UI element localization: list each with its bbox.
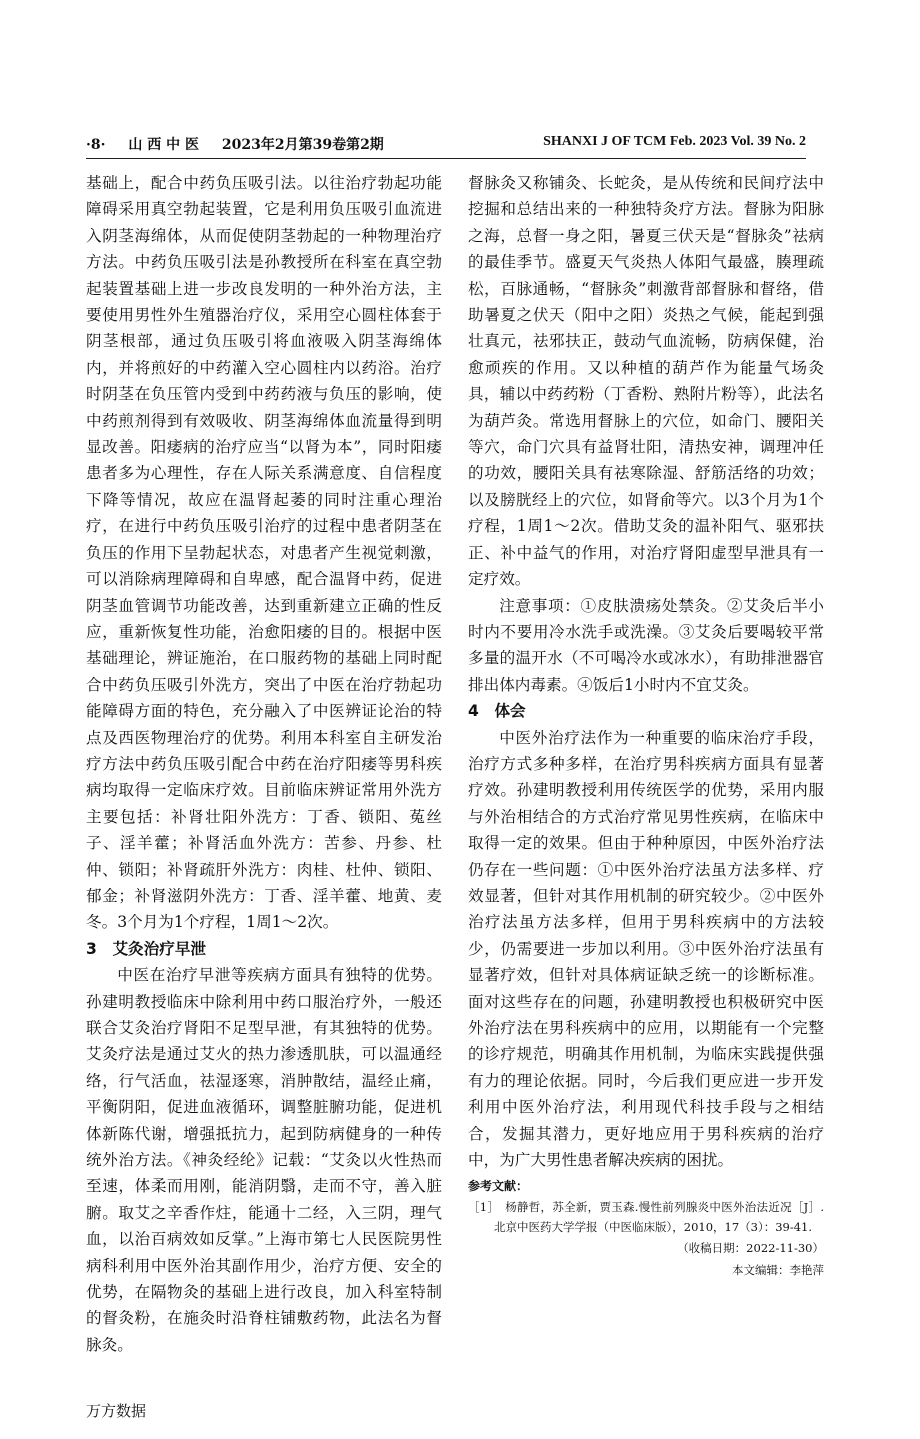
left-paragraph-2: 中医在治疗早泄等疾病方面具有独特的优势。孙建明教授临床中除利用中药口服治疗外，一般还联合艾灸治疗肾阳不足型早泄，有其独特的优势。艾灸疗法是通过艾火的热力渗透肌肤，可以温通经络，行气活血，祛湿逐寒，消肿散结，温经止痛，平衡阴阳，促进血液循环，调整脏腑功能，促进机体新陈代谢，增强抵抗力，起到防病健身的一种传统外治方法。《神灸经纶》记载：“艾灸以火性热而至速，体柔而用刚，能消阴翳，走而不守，善入脏腑。取艾之辛香作炷，能通十二经，入三阴，理气血，以治百病效如反掌。”上海市第七人民医院男性病科利用中医外治其副作用少，治疗方便、安全的优势，在隔物灸的基础上进行改良，加入科室特制的督灸粉，在施灸时沿脊柱铺敷药物，此法名为督脉灸。: [86, 966, 442, 1354]
received-date: （收稿日期：2022-11-30）: [677, 1241, 824, 1256]
references-title: 参考文献：: [468, 1179, 529, 1194]
right-paragraph-1: 督脉灸又称铺灸、长蛇灸，是从传统和民间疗法中挖掘和总结出来的一种独特灸疗方法。督脉为阳脉之海，总督一身之阳，暑夏三伏天是“督脉灸”祛病的最佳季节。盛夏天气炎热人体阳气最盛，腠理疏松，百脉通畅，“督脉灸”刺激背部督脉和督络，借助暑夏之伏天（阳中之阳）炎热之气候，能起到强壮真元，祛邪扶正，鼓动气血流畅，防病保健，治愈顽疾的作用。又以种植的葫芦作为能量气场灸具，辅以中药药粉（丁香粉、熟附片粉等），此法名为葫芦灸。常选用督脉上的穴位，如命门、腰阳关等穴，命门穴具有益肾壮阳，清热安神，调理冲任的功效，腰阳关具有祛寒除湿、舒筋活络的功效；以及膀胱经上的穴位，如肾俞等穴。以3个月为1个疗程，1周1～2次。借助艾灸的温补阳气、驱邪扶正、补中益气的作用，对治疗肾阳虚型早泄具有一定疗效。: [468, 174, 824, 589]
reference-item: ［1］ 杨静哲，苏全新，贾玉森.慢性前列腺炎中医外治法近况［J］.北京中医药大学学报（中医临床版），2010，17（3）：39-41.: [468, 1200, 824, 1235]
editor-credit: 本文编辑：李艳萍: [732, 1263, 824, 1278]
section-heading-4: 4 体会: [468, 702, 526, 721]
right-paragraph-3: 中医外治疗法作为一种重要的临床治疗手段，治疗方式多种多样，在治疗男科疾病方面具有显著疗效。孙建明教授利用传统医学的优势，采用内服与外治相结合的方式治疗常见男性疾病，在临床中取得一定的效果。但由于种种原因，中医外治疗法仍存在一些问题：①中医外治疗法虽方法多样、疗效显著，但针对其作用机制的研究较少。②中医外治疗法虽方法多样，但用于男科疾病中的方法较少，仍需要进一步加以利用。③中医外治疗法虽有显著疗效，但针对具体病证缺乏统一的诊断标准。面对这些存在的问题，孙建明教授也积极研究中医外治疗法在男科疾病中的应用，以期能有一个完整的诊疗规范，明确其作用机制，为临床实践提供强有力的理论依据。同时，今后我们更应进一步开发利用中医外治疗法，利用现代科技手段与之相结合，发掘其潜力，更好地应用于男科疾病的治疗中，为广大男性患者解决疾病的困扰。: [468, 728, 824, 1170]
header-left: [86, 134, 402, 154]
journal-name-cn: 山 西 中 医: [128, 137, 199, 153]
right-column: [468, 170, 824, 1281]
issue-info-cn: 2023年2月第39卷第2期: [221, 137, 384, 153]
left-column: [86, 170, 442, 1358]
watermark: 万方数据: [86, 1402, 147, 1420]
page-number: ·8·: [86, 137, 106, 153]
running-header: [86, 130, 806, 156]
header-rule: [86, 158, 806, 159]
left-paragraph-1: 基础上，配合中药负压吸引法。以往治疗勃起功能障碍采用真空勃起装置，它是利用负压吸引血流进入阴茎海绵体，从而促使阴茎勃起的一种物理治疗方法。中药负压吸引法是孙教授所在科室在真空勃起装置基础上进一步改良发明的一种外治方法，主要使用男性外生殖器治疗仪，采用空心圆柱体套于阴茎根部，通过负压吸引将血液吸入阴茎海绵体内，并将煎好的中药灌入空心圆柱内以药浴。治疗时阴茎在负压管内受到中药药液与负压的影响，使中药煎剂得到有效吸收、阴茎海绵体血流量得到明显改善。阳痿病的治疗应当“以肾为本”，同时阳痿患者多为心理性，存在人际关系满意度、自信程度下降等情况，故应在温肾起萎的同时注重心理治疗，在进行中药负压吸引治疗的过程中患者阴茎在负压的作用下呈勃起状态，对患者产生视觉刺激，可以消除病理障碍和自卑感，配合温肾中药，促进阴茎血管调节功能改善，达到重新建立正确的性反应，重新恢复性功能，治愈阳痿的目的。根据中医基础理论，辨证施治，在口服药物的基础上同时配合中药负压吸引外洗方，突出了中医在治疗勃起功能障碍方面的特色，充分融入了中医辨证论治的特点及西医物理治疗的优势。利用本科室自主研发治疗方法中药负压吸引配合中药在治疗阳痿等男科疾病均取得一定临床疗效。目前临床辨证常用外洗方主要包括：补肾壮阳外洗方：丁香、锁阳、菟丝子、淫羊藿；补肾活血外洗方：苦参、丹参、杜仲、锁阳；补肾疏肝外洗方：肉桂、杜仲、锁阳、郁金；补肾滋阴外洗方：丁香、淫羊藿、地黄、麦冬。3个月为1个疗程，1周1～2次。: [86, 174, 442, 932]
journal-name-en: SHANXI J OF TCM Feb. 2023 Vol. 39 No. 2: [543, 134, 806, 149]
section-heading-3: 3 艾灸治疗早泄: [86, 939, 207, 958]
precautions-paragraph: 注意事项：①皮肤溃疡处禁灸。②艾灸后半小时内不要用冷水洗手或洗澡。③艾灸后要喝较平常多量的温开水（不可喝冷水或冰水），有助排泄器官排出体内毒素。④饭后1小时内不宜艾灸。: [468, 596, 824, 694]
